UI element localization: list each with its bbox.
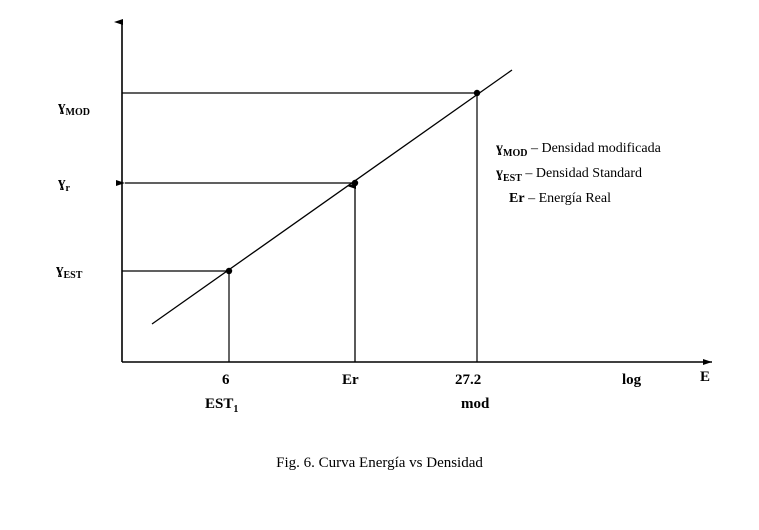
x-sub-label-est1	[205, 397, 238, 415]
y-tick-sub-mod: MOD	[65, 107, 90, 118]
y-tick-label-mod	[58, 100, 90, 118]
x-axis-name: E	[700, 369, 711, 385]
legend-symbol-er: Er	[509, 191, 525, 206]
legend-sub-est: EST	[503, 172, 522, 184]
y-tick-symbol-est: ɣ	[56, 262, 64, 278]
legend-item-mod	[496, 141, 661, 159]
data-point-mod	[474, 90, 480, 96]
figure-caption: Fig. 6. Curva Energía vs Densidad	[276, 455, 483, 471]
x-tick-label-er: Er	[342, 372, 359, 388]
x-sub-label-mod: mod	[461, 396, 490, 412]
x-tick-label-6: 6	[222, 372, 230, 388]
y-tick-symbol-mod: ɣ	[58, 99, 66, 115]
legend-dash-mod: –	[530, 141, 538, 156]
x-sub-label-est-text: EST	[205, 396, 234, 412]
y-tick-sub-r: r	[65, 183, 70, 194]
x-axis-scale-label: log	[622, 372, 642, 388]
legend-text-est: Densidad Standard	[535, 166, 643, 181]
y-tick-symbol-r: ɣ	[58, 175, 66, 191]
x-sub-label-est-index: 1	[233, 404, 239, 415]
data-point-real	[352, 180, 358, 186]
legend-text-mod: Densidad modificada	[541, 141, 661, 156]
y-tick-sub-est: EST	[63, 270, 83, 281]
data-point-est	[226, 268, 232, 274]
y-tick-label-est	[56, 263, 82, 281]
legend-item-est	[496, 166, 642, 184]
y-tick-label-r	[58, 176, 70, 194]
x-tick-label-272: 27.2	[455, 372, 482, 388]
trend-line	[152, 70, 512, 324]
legend-symbol-est: ɣ	[496, 166, 503, 181]
legend-dash-est: –	[525, 166, 533, 181]
legend-sub-mod: MOD	[503, 147, 528, 159]
legend-text-er: Energía Real	[538, 191, 611, 206]
legend-symbol-mod: ɣ	[496, 141, 503, 156]
legend-dash-er: –	[528, 191, 536, 206]
legend-item-er	[509, 191, 611, 207]
